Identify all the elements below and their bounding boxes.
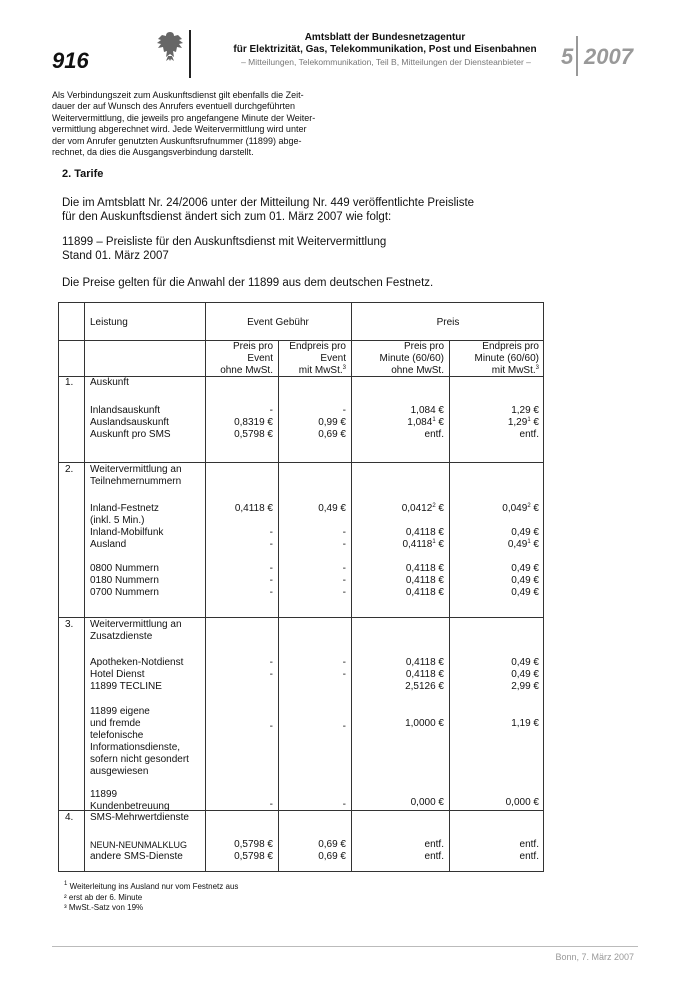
price-column bbox=[278, 527, 346, 551]
service-name-line: und fremde bbox=[90, 718, 141, 729]
service-list bbox=[90, 839, 187, 863]
price-cell: 0,69 € bbox=[318, 429, 346, 440]
price-cell: entf. bbox=[519, 429, 539, 440]
price-cell: 0,4118 € bbox=[405, 669, 444, 680]
price-column bbox=[205, 563, 273, 599]
intro-line: rechnet, da dies die Ausgangsverbindung darstellt. bbox=[52, 147, 254, 158]
service-name: NEUN-NEUNMALKLUG bbox=[90, 840, 188, 850]
price-cell: - bbox=[269, 539, 273, 550]
price-cell: - bbox=[269, 527, 273, 538]
price-cell: - bbox=[269, 657, 273, 668]
footnote-text: Weiterleitung ins Ausland nur vom Festnetz aus bbox=[67, 882, 239, 891]
price-column bbox=[351, 839, 444, 863]
service-name: Ausland bbox=[90, 539, 127, 550]
price-cell: 0,4118 € bbox=[405, 527, 444, 538]
price-cell: 0,49 € bbox=[511, 575, 539, 586]
price-column bbox=[278, 405, 346, 441]
service-name: Auskunft pro SMS bbox=[90, 429, 171, 440]
service-name: 0700 Nummern bbox=[90, 587, 159, 598]
service-list bbox=[90, 657, 183, 693]
service-name: Inland-Mobilfunk bbox=[90, 527, 164, 538]
price-cell: - bbox=[269, 669, 273, 680]
price-cell: - bbox=[342, 587, 346, 598]
intro-line: Als Verbindungszeit zum Auskunftsdienst gilt ebenfalls die Zeit- bbox=[52, 90, 304, 100]
price-cell: - bbox=[342, 575, 346, 586]
price-cell: 0,69 € bbox=[318, 839, 346, 850]
service-list bbox=[90, 563, 159, 599]
service-name: andere SMS-Dienste bbox=[90, 851, 183, 862]
subheader-line: Event bbox=[247, 353, 273, 364]
row-title-line: Weitervermittlung an bbox=[90, 619, 182, 630]
table-rule bbox=[59, 617, 543, 618]
subheader-price-per-event bbox=[205, 341, 273, 377]
price-cell: 0,49 € bbox=[318, 503, 346, 514]
price-cell: 2,5126 € bbox=[405, 681, 444, 692]
service-name-line: Kundenbetreuung bbox=[90, 801, 170, 812]
subheader-line: Preis pro bbox=[232, 341, 273, 352]
price-column bbox=[205, 657, 273, 681]
header-price: Preis bbox=[436, 317, 460, 328]
price-column bbox=[278, 839, 346, 863]
paragraph-line: Die im Amtsblatt Nr. 24/2006 unter der Mitteilung Nr. 449 veröffentlichte Preisliste bbox=[62, 197, 475, 209]
price-cell: 0,49 € bbox=[511, 527, 539, 538]
service-name bbox=[90, 706, 189, 778]
price-cell: 0,5798 € bbox=[234, 851, 273, 862]
price-cell: entf. bbox=[424, 851, 444, 862]
price-cell bbox=[351, 503, 444, 515]
issue-number: 5 bbox=[561, 44, 574, 69]
currency-unit: € bbox=[530, 417, 539, 428]
subheader-line: Preis pro bbox=[403, 341, 444, 352]
price-cell: - bbox=[342, 405, 346, 416]
currency-unit: € bbox=[435, 539, 444, 550]
price-column bbox=[278, 563, 346, 599]
price-cell: - bbox=[342, 721, 346, 732]
price-value: 0,4118 bbox=[402, 539, 433, 550]
service-name: Apotheken-Notdienst bbox=[90, 657, 184, 668]
footer-divider bbox=[52, 946, 638, 947]
price-cell: 0,8319 € bbox=[234, 417, 273, 428]
service-name-line: 11899 bbox=[90, 789, 118, 800]
price-cell: entf. bbox=[519, 851, 539, 862]
price-column bbox=[278, 657, 346, 681]
price-value: 0,049 bbox=[502, 503, 528, 514]
price-cell: - bbox=[342, 539, 346, 550]
price-table bbox=[58, 302, 544, 872]
service-name: 11899 TECLINE bbox=[90, 681, 162, 692]
footnote-mark: 1 bbox=[527, 539, 531, 545]
price-cell: - bbox=[342, 799, 346, 810]
price-cell: - bbox=[269, 405, 273, 416]
currency-unit: € bbox=[530, 503, 539, 514]
price-cell: - bbox=[342, 657, 346, 668]
paragraph-line: 11899 – Preisliste für den Auskunftsdienst mit Weitervermittlung bbox=[62, 236, 387, 248]
row-number: 3. bbox=[65, 619, 74, 630]
price-column bbox=[449, 657, 539, 693]
price-column bbox=[205, 839, 273, 863]
row-number: 2. bbox=[65, 464, 74, 475]
price-column bbox=[351, 657, 444, 693]
footnote-3: ³ MwSt.-Satz von 19% bbox=[64, 903, 144, 912]
footnote-mark: 1 bbox=[432, 539, 436, 545]
intro-line: vermittlung abgerechnet wird. Jede Weitervermittlung wird unter bbox=[52, 124, 307, 135]
price-column bbox=[449, 527, 539, 551]
price-column bbox=[351, 527, 444, 551]
row-title: Auskunft bbox=[90, 377, 129, 388]
service-name-line: sofern nicht gesondert bbox=[90, 754, 189, 765]
row-title bbox=[90, 464, 182, 488]
subheader-endprice-per-minute bbox=[449, 341, 539, 377]
price-cell: 1,29 € bbox=[511, 405, 539, 416]
paragraph-price-change bbox=[62, 196, 474, 224]
price-cell: 1,19 € bbox=[511, 718, 539, 729]
price-cell bbox=[449, 503, 539, 515]
service-name: Auslandsauskunft bbox=[90, 417, 169, 428]
subheader-line: mit MwSt. bbox=[298, 365, 343, 376]
subheader-endprice-per-event bbox=[278, 341, 346, 377]
row-title-line: Weitervermittlung an bbox=[90, 464, 182, 475]
service-name bbox=[90, 503, 159, 527]
service-list bbox=[90, 527, 163, 551]
paragraph-line: für den Auskunftsdienst ändert sich zum 01. März 2007 wie folgt: bbox=[62, 211, 392, 223]
service-name: Hotel Dienst bbox=[90, 669, 145, 680]
price-cell: 0,4118 € bbox=[405, 657, 444, 668]
price-column bbox=[205, 405, 273, 441]
price-cell: 0,5798 € bbox=[234, 429, 273, 440]
price-cell bbox=[449, 417, 539, 429]
intro-paragraph bbox=[52, 90, 336, 158]
price-cell: - bbox=[342, 563, 346, 574]
price-cell: 0,4118 € bbox=[405, 563, 444, 574]
issue-divider bbox=[576, 36, 578, 76]
service-name-line: telefonische bbox=[90, 730, 144, 741]
service-name: Inland-Festnetz bbox=[90, 503, 159, 514]
header-divider bbox=[189, 30, 191, 78]
table-rule bbox=[84, 303, 85, 871]
row-number: 1. bbox=[65, 377, 74, 388]
footnote-mark: 1 bbox=[527, 417, 531, 423]
paragraph-line: Stand 01. März 2007 bbox=[62, 250, 169, 262]
page-number: 916 bbox=[52, 48, 89, 73]
price-column bbox=[351, 405, 444, 441]
price-cell: 0,69 € bbox=[318, 851, 346, 862]
price-cell: 1,084 € bbox=[410, 405, 444, 416]
price-cell: 0,49 € bbox=[511, 587, 539, 598]
price-cell: 0,49 € bbox=[511, 669, 539, 680]
price-column bbox=[351, 563, 444, 599]
paragraph-validity: Die Preise gelten für die Anwahl der 11899 aus dem deutschen Festnetz. bbox=[62, 277, 434, 289]
price-cell: - bbox=[269, 721, 273, 732]
service-name: 0180 Nummern bbox=[90, 575, 159, 586]
service-name bbox=[90, 789, 170, 813]
service-name: 0800 Nummern bbox=[90, 563, 159, 574]
section-title: 2. Tarife bbox=[62, 168, 104, 180]
row-title-line: Teilnehmernummern bbox=[90, 476, 182, 487]
price-cell: 0,99 € bbox=[318, 417, 346, 428]
row-title-line: Zusatzdienste bbox=[90, 631, 153, 642]
service-name-line: ausgewiesen bbox=[90, 766, 149, 777]
currency-unit: € bbox=[435, 417, 444, 428]
footnote-mark: 3 bbox=[342, 365, 346, 371]
currency-unit: € bbox=[435, 503, 444, 514]
price-cell: 0,000 € bbox=[505, 797, 539, 808]
issue-year: 2007 bbox=[584, 44, 633, 69]
footnote-mark: 2 bbox=[432, 503, 436, 509]
subheader-line: Endpreis pro bbox=[482, 341, 539, 352]
subheader-line: Minute (60/60) bbox=[474, 353, 539, 364]
price-cell: 0,49 € bbox=[511, 563, 539, 574]
header-subtitle: für Elektrizität, Gas, Telekommunikation, Post und Eisenbahnen bbox=[233, 44, 537, 55]
intro-line: dauer der auf Wunsch des Anrufers eventuell durchgeführten bbox=[52, 101, 295, 112]
price-cell: 0,5798 € bbox=[234, 839, 273, 850]
service-name-line: 11899 eigene bbox=[90, 706, 150, 717]
subheader-line: Minute (60/60) bbox=[379, 353, 444, 364]
service-note: (inkl. 5 Min.) bbox=[90, 515, 145, 526]
price-cell: entf. bbox=[424, 429, 444, 440]
price-column bbox=[449, 839, 539, 863]
price-cell bbox=[351, 417, 444, 429]
price-cell: 0,4118 € bbox=[405, 575, 444, 586]
price-cell: - bbox=[269, 563, 273, 574]
subheader-line: ohne MwSt. bbox=[391, 365, 444, 376]
price-cell: 0,49 € bbox=[511, 657, 539, 668]
footnote-1 bbox=[64, 882, 238, 892]
price-cell: 2,99 € bbox=[511, 681, 539, 692]
price-cell: - bbox=[269, 799, 273, 810]
price-value: 0,0412 bbox=[401, 503, 433, 514]
price-cell: entf. bbox=[519, 839, 539, 850]
price-cell: 0,4118 € bbox=[234, 503, 273, 514]
federal-eagle-icon bbox=[156, 30, 184, 62]
price-value: 1,084 bbox=[407, 417, 433, 428]
price-cell: - bbox=[342, 669, 346, 680]
footnote-mark: 1 bbox=[432, 417, 436, 423]
paragraph-pricelist-title bbox=[62, 235, 386, 263]
intro-line: der vom Anrufer genutzten Auskunftsrufnummer (11899) abge- bbox=[52, 135, 302, 146]
subheader-line: mit MwSt. bbox=[491, 365, 536, 376]
row-title bbox=[90, 619, 182, 643]
header-leistung: Leistung bbox=[90, 317, 128, 328]
price-cell: - bbox=[269, 575, 273, 586]
price-cell: - bbox=[269, 587, 273, 598]
subheader-line: ohne MwSt. bbox=[220, 365, 273, 376]
header-event-fee: Event Gebühr bbox=[247, 317, 309, 328]
subheader-line: Endpreis pro bbox=[289, 341, 346, 352]
table-rule bbox=[59, 462, 543, 463]
price-cell bbox=[449, 539, 539, 551]
footnote-mark: 2 bbox=[527, 503, 531, 509]
price-cell: - bbox=[342, 527, 346, 538]
currency-unit: € bbox=[530, 539, 539, 550]
price-column bbox=[449, 405, 539, 441]
service-name: Inlandsauskunft bbox=[90, 405, 161, 416]
price-cell bbox=[351, 539, 444, 551]
header-title: Amtsblatt der Bundesnetzagentur bbox=[304, 32, 466, 43]
price-cell: entf. bbox=[424, 839, 444, 850]
price-cell: 0,000 € bbox=[410, 797, 444, 808]
footer-place-date: Bonn, 7. März 2007 bbox=[555, 952, 634, 962]
price-cell: 1,0000 € bbox=[405, 718, 444, 729]
footnote-2: ² erst ab der 6. Minute bbox=[64, 893, 143, 902]
subheader-line: Event bbox=[320, 353, 346, 364]
service-name-line: Informationsdienste, bbox=[90, 742, 181, 753]
footnote-mark: 3 bbox=[535, 365, 539, 371]
subheader-price-per-minute bbox=[351, 341, 444, 377]
price-column bbox=[449, 563, 539, 599]
price-value: 1,29 bbox=[507, 417, 528, 428]
row-number: 4. bbox=[65, 812, 74, 823]
price-column bbox=[205, 527, 273, 551]
price-cell: 0,4118 € bbox=[405, 587, 444, 598]
footnote-mark: 1 bbox=[64, 881, 68, 887]
header-section: – Mitteilungen, Telekommunikation, Teil B, Mitteilungen der Diensteanbieter – bbox=[241, 57, 531, 67]
intro-line: Weitervermittlung, die jeweils pro angefangene Minute der Weiter- bbox=[52, 112, 316, 123]
price-value: 0,49 bbox=[507, 539, 528, 550]
service-list bbox=[90, 405, 171, 441]
row-title: SMS-Mehrwertdienste bbox=[90, 812, 189, 823]
